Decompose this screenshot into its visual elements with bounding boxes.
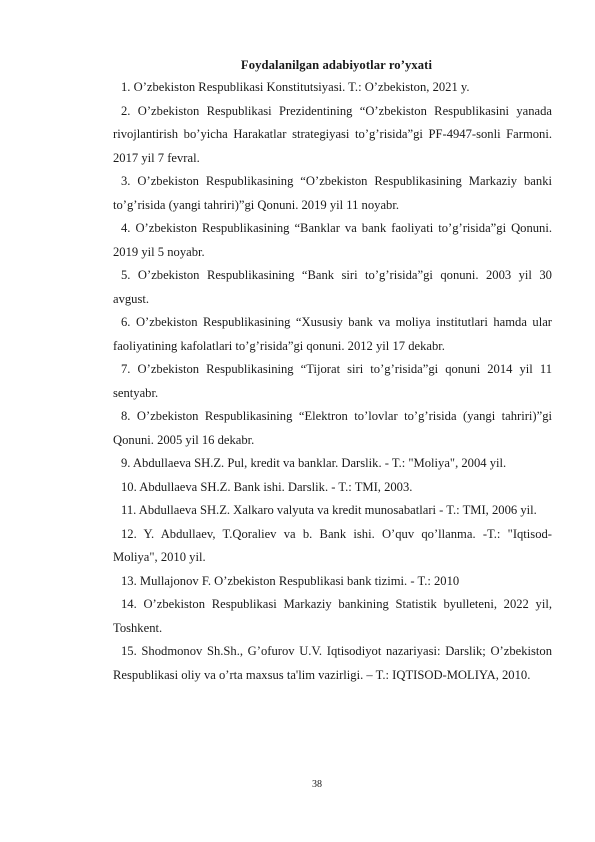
reference-number: 7. <box>121 362 131 376</box>
page-number: 38 <box>312 779 322 790</box>
reference-list <box>113 76 552 687</box>
reference-text: Abdullaeva SH.Z. Bank ishi. Darslik. - T.: TMI, 2003. <box>139 479 413 494</box>
reference-number: 3. <box>121 174 131 188</box>
reference-number: 10. <box>121 479 137 494</box>
reference-number: 2. <box>121 103 131 118</box>
reference-number: 13. <box>121 573 137 588</box>
reference-item <box>113 476 552 500</box>
reference-item <box>113 593 552 640</box>
reference-text: O’zbekiston Respublikasi Konstitutsiyasi. T.: O’zbekiston, 2021 y. <box>133 80 470 94</box>
reference-number: 15. <box>121 644 137 658</box>
reference-item <box>113 523 552 570</box>
reference-text: O’zbekiston Respublikasining “Banklar va bank faoliyati to’g’risida”gi Qonuni. 2019 yil 5 noyabr. <box>113 221 552 259</box>
reference-text: Shodmonov Sh.Sh., G’ofurov U.V. Iqtisodiyot nazariyasi: Darslik; O’zbekiston Respublikasi oliy va o’rta maxsus ta'lim vazirligi. – T.: IQTISOD-MOLIYA, 2010. <box>113 644 552 682</box>
reference-text: Abdullaeva SH.Z. Xalkaro valyuta va kredit munosabatlari - T.: TMI, 2006 yil. <box>138 503 537 517</box>
reference-item <box>113 570 552 594</box>
reference-number: 5. <box>121 268 131 282</box>
reference-item <box>113 217 552 264</box>
reference-text: O’zbekiston Respublikasining “Tijorat siri to’g’risida”gi qonuni 2014 yil 11 sentyabr. <box>113 362 552 400</box>
reference-text: Mullajonov F. O’zbekiston Respublikasi bank tizimi. - T.: 2010 <box>139 573 460 588</box>
reference-text: O’zbekiston Respublikasining “Xususiy bank va moliya institutlari hamda ular faoliyatining kafolatlari to’g’risida”gi qonuni. 2012 yil 17 dekabr. <box>113 315 552 353</box>
reference-item <box>113 358 552 405</box>
reference-item <box>113 264 552 311</box>
reference-text: O’zbekiston Respublikasi Markaziy bankining Statistik byulleteni, 2022 yil, Toshkent. <box>113 597 552 635</box>
reference-text: O’zbekiston Respublikasi Prezidentining “O’zbekiston Respublikasini yanada rivojlantirish bo’yicha Harakatlar strategiyasi to’g’risida”gi PF-4947-sonli Farmoni. 2017 yil 7 fevral. <box>113 103 552 165</box>
reference-item <box>113 170 552 217</box>
reference-item <box>113 311 552 358</box>
reference-text: O’zbekiston Respublikasining “Bank siri to’g’risida”gi qonuni. 2003 yil 30 avgust. <box>113 268 552 306</box>
reference-number: 1. <box>121 80 131 94</box>
reference-item <box>113 405 552 452</box>
reference-item <box>113 499 552 523</box>
reference-item <box>113 452 552 476</box>
reference-number: 4. <box>121 221 131 235</box>
reference-text: Y. Abdullaev, T.Qoraliev va b. Bank ishi. O’quv qo’llanma. -T.: "Iqtisod- Moliya", 2010 yil. <box>113 526 552 564</box>
reference-number: 9. <box>121 456 131 470</box>
reference-item <box>113 76 552 100</box>
reference-number: 6. <box>121 315 131 329</box>
reference-text: O’zbekiston Respublikasining “O’zbekiston Respublikasining Markaziy banki to’g’risida (yangi tahriri)”gi Qonuni. 2019 yil 11 noyabr. <box>113 174 552 212</box>
reference-item <box>113 640 552 687</box>
page-title: Foydalanilgan adabiyotlar ro’yxati <box>240 58 433 72</box>
reference-number: 14. <box>121 597 137 611</box>
reference-text: O’zbekiston Respublikasining “Elektron to’lovlar to’g’risida (yangi tahriri)”gi Qonuni. 2005 yil 16 dekabr. <box>113 409 552 447</box>
reference-number: 12. <box>121 526 137 541</box>
reference-number: 11. <box>121 503 137 517</box>
reference-text: Abdullaeva SH.Z. Pul, kredit va banklar. Darslik. - T.: "Moliya", 2004 yil. <box>132 456 507 470</box>
reference-number: 8. <box>121 409 131 423</box>
reference-item <box>113 100 552 171</box>
